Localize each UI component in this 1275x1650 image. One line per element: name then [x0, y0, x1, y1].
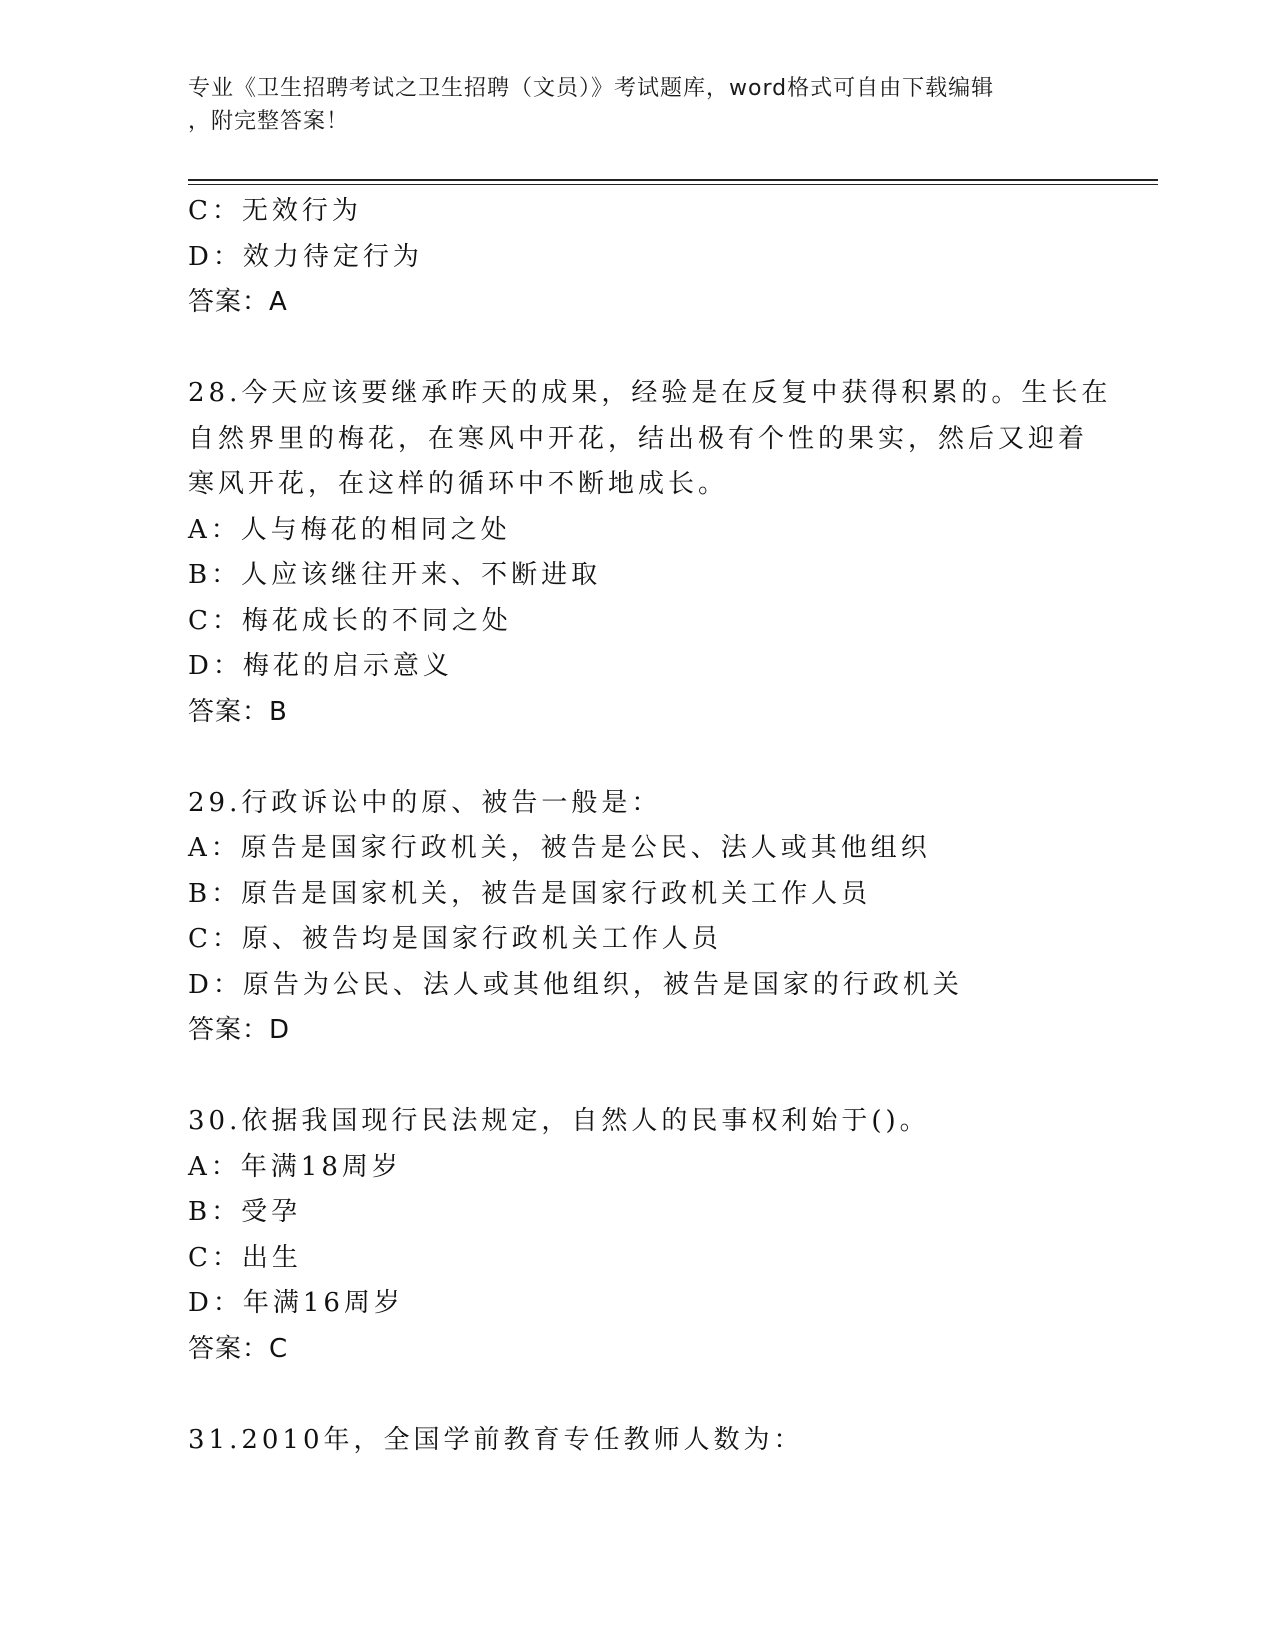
document-header: [188, 72, 1088, 138]
option-d: D：梅花的启示意义: [188, 651, 453, 681]
option-b: B：受孕: [188, 1197, 302, 1227]
question-29: [188, 781, 1088, 1054]
question-stem-line: 29.行政诉讼中的原、被告一般是：: [188, 787, 662, 818]
spacer: [188, 1054, 1088, 1100]
spacer: [188, 735, 1088, 781]
option-c: C：原、被告均是国家行政机关工作人员: [188, 924, 722, 954]
header-line-2: ，附完整答案！: [188, 109, 350, 134]
option-b: B：人应该继往开来、不断进取: [188, 560, 602, 590]
answer-line: 答案：D: [188, 1015, 291, 1045]
option-a: A：原告是国家行政机关，被告是公民、法人或其他组织: [188, 833, 931, 863]
option-d: D：年满16周岁: [188, 1288, 404, 1318]
spacer: [188, 326, 1088, 372]
answer-line: 答案：C: [188, 1333, 289, 1364]
question-28: [188, 371, 1112, 735]
option-c: C：无效行为: [188, 196, 362, 226]
question-stem-line: 31.2010年，全国学前教育专任教师人数为：: [188, 1424, 804, 1455]
question-stem-line: 28.今天应该要继承昨天的成果，经验是在反复中获得积累的。生长在: [188, 378, 1112, 408]
option-a: A：人与梅花的相同之处: [188, 514, 511, 545]
question-27-continued: [188, 189, 1088, 326]
question-stem-line: 30.依据我国现行民法规定，自然人的民事权利始于()。: [188, 1106, 930, 1136]
option-c: C：出生: [188, 1242, 302, 1273]
option-d: D：原告为公民、法人或其他组织，被告是国家的行政机关: [188, 969, 963, 1000]
header-divider-thin: [188, 184, 1158, 185]
answer-line: 答案：A: [188, 287, 288, 317]
option-b: B：原告是国家机关，被告是国家行政机关工作人员: [188, 878, 872, 909]
question-content: [188, 189, 1112, 1463]
question-30: [188, 1099, 1088, 1372]
header-divider-thick: [188, 179, 1158, 181]
question-stem-line: 自然界里的梅花，在寒风中开花，结出极有个性的果实，然后又迎着: [188, 423, 1089, 454]
spacer: [188, 1372, 1088, 1418]
answer-line: 答案：B: [188, 696, 288, 727]
question-31: [188, 1418, 1088, 1464]
option-d: D：效力待定行为: [188, 241, 423, 272]
header-line-1: 专业《卫生招聘考试之卫生招聘（文员）》考试题库，word格式可自由下载编辑: [188, 76, 995, 101]
option-a: A：年满18周岁: [188, 1151, 402, 1182]
question-stem-line: 寒风开花，在这样的循环中不断地成长。: [188, 469, 729, 499]
option-c: C：梅花成长的不同之处: [188, 605, 512, 636]
